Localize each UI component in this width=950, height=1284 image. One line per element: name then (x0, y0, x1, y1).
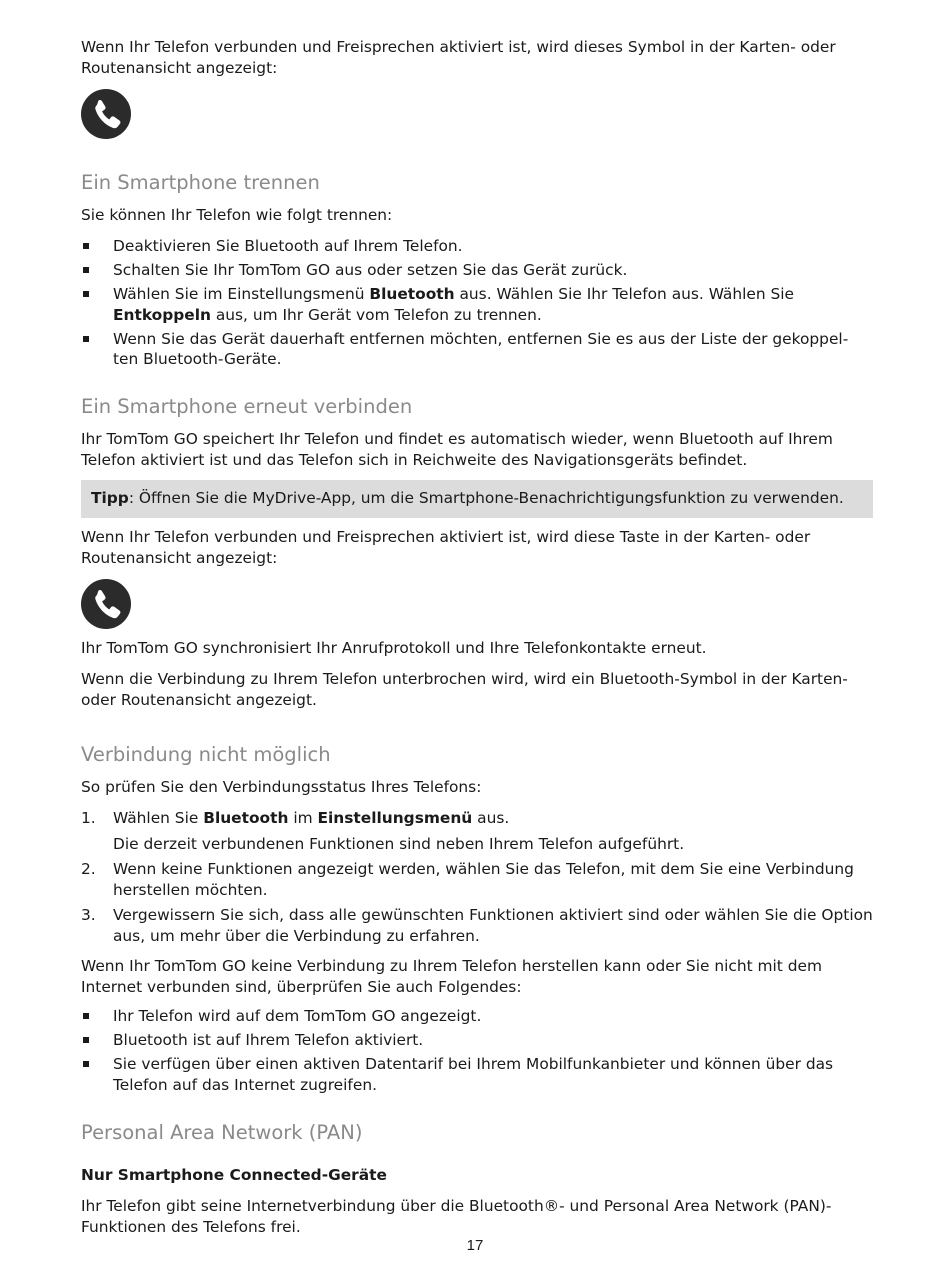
list-item: Bluetooth ist auf Ihrem Telefon aktiviert. (81, 1030, 873, 1051)
steps-list (81, 808, 873, 947)
reconnect-paragraph-3: Ihr TomTom GO synchronisiert Ihr Anrufprotokoll und Ihre Telefonkontakte erneut. (81, 639, 707, 657)
list-item: Ihr Telefon wird auf dem TomTom GO angezeigt. (81, 1006, 873, 1027)
disconnect-list (81, 236, 873, 370)
pan-subheading: Nur Smartphone Connected-Geräte (81, 1166, 387, 1184)
phone-icon (81, 579, 131, 629)
reconnect-paragraph-1: Ihr TomTom GO speichert Ihr Telefon und findet es automatisch wieder, wenn Bluetooth auf Ihrem Telefon aktiviert ist und das Telefon sich in Reichweite des Navigationsgeräts befindet. (81, 430, 833, 469)
step-note: Die derzeit verbundenen Funktionen sind neben Ihrem Telefon aufgeführt. (113, 834, 685, 853)
bullet-marker (83, 1061, 89, 1067)
reconnect-paragraph-4: Wenn die Verbindung zu Ihrem Telefon unterbrochen wird, wird ein Bluetooth-Symbol in der Karten- oder Routenansicht angezeigt. (81, 670, 848, 709)
list-item: Schalten Sie Ihr TomTom GO aus oder setzen Sie das Gerät zurück. (81, 260, 873, 281)
bullet-marker (83, 291, 89, 297)
list-item: Wenn Sie das Gerät dauerhaft entfernen möchten, entfernen Sie es aus der Liste der gekoppel-ten Bluetooth-Geräte. (81, 329, 873, 370)
noconnect-paragraph-2: Wenn Ihr TomTom GO keine Verbindung zu Ihrem Telefon herstellen kann oder Sie nicht mit dem Internet verbunden sind, überprüfen Sie auch Folgendes: (81, 957, 822, 996)
bullet-marker (83, 1013, 89, 1019)
heading-reconnect: Ein Smartphone erneut verbinden (81, 395, 413, 418)
disconnect-lead: Sie können Ihr Telefon wie folgt trennen: (81, 206, 393, 224)
reconnect-paragraph-2: Wenn Ihr Telefon verbunden und Freisprechen aktiviert ist, wird diese Taste in der Karten- oder Routenansicht angezeigt: (81, 528, 811, 567)
bullet-marker (83, 243, 89, 249)
list-item: Deaktivieren Sie Bluetooth auf Ihrem Telefon. (81, 236, 873, 257)
heading-pan: Personal Area Network (PAN) (81, 1121, 363, 1144)
page-number: 17 (466, 1237, 484, 1254)
bullet-marker (83, 336, 89, 342)
tip-box (81, 480, 873, 518)
phone-icon (81, 89, 131, 139)
bullet-marker (83, 1037, 89, 1043)
intro-paragraph: Wenn Ihr Telefon verbunden und Freisprechen aktiviert ist, wird dieses Symbol in der Karten- oder Routenansicht angezeigt: (81, 38, 836, 77)
step-item: 2. Wenn keine Funktionen angezeigt werden, wählen Sie das Telefon, mit dem Sie eine Verbindung herstellen möchten. (81, 860, 854, 899)
checks-list (81, 1006, 873, 1095)
heading-disconnect: Ein Smartphone trennen (81, 171, 320, 194)
bullet-marker (83, 267, 89, 273)
noconnect-lead: So prüfen Sie den Verbindungsstatus Ihres Telefons: (81, 778, 482, 796)
step-item: 3. Vergewissern Sie sich, dass alle gewünschten Funktionen aktiviert sind oder wählen Sie die Option aus, um mehr über die Verbindung zu erfahren. (81, 906, 873, 945)
tip-label: Tipp (91, 489, 129, 507)
list-item: Wählen Sie im Einstellungsmenü Bluetooth aus. Wählen Sie Ihr Telefon aus. Wählen Sie Entkoppeln aus, um Ihr Gerät vom Telefon zu trennen. (81, 284, 873, 325)
tip-text: : Öffnen Sie die MyDrive-App, um die Smartphone-Benachrichtigungsfunktion zu verwenden. (128, 489, 844, 507)
heading-no-connection: Verbindung nicht möglich (81, 743, 331, 766)
step-item: 1. Wählen Sie Bluetooth im Einstellungsmenü aus. Die derzeit verbundenen Funktionen sind neben Ihrem Telefon aufgeführt. (81, 808, 873, 854)
list-item: Sie verfügen über einen aktiven Datentarif bei Ihrem Mobilfunkanbieter und können über das Telefon auf das Internet zugreifen. (81, 1054, 873, 1095)
pan-paragraph: Ihr Telefon gibt seine Internetverbindung über die Bluetooth®- und Personal Area Network (PAN)-Funktionen des Telefons frei. (81, 1197, 832, 1236)
